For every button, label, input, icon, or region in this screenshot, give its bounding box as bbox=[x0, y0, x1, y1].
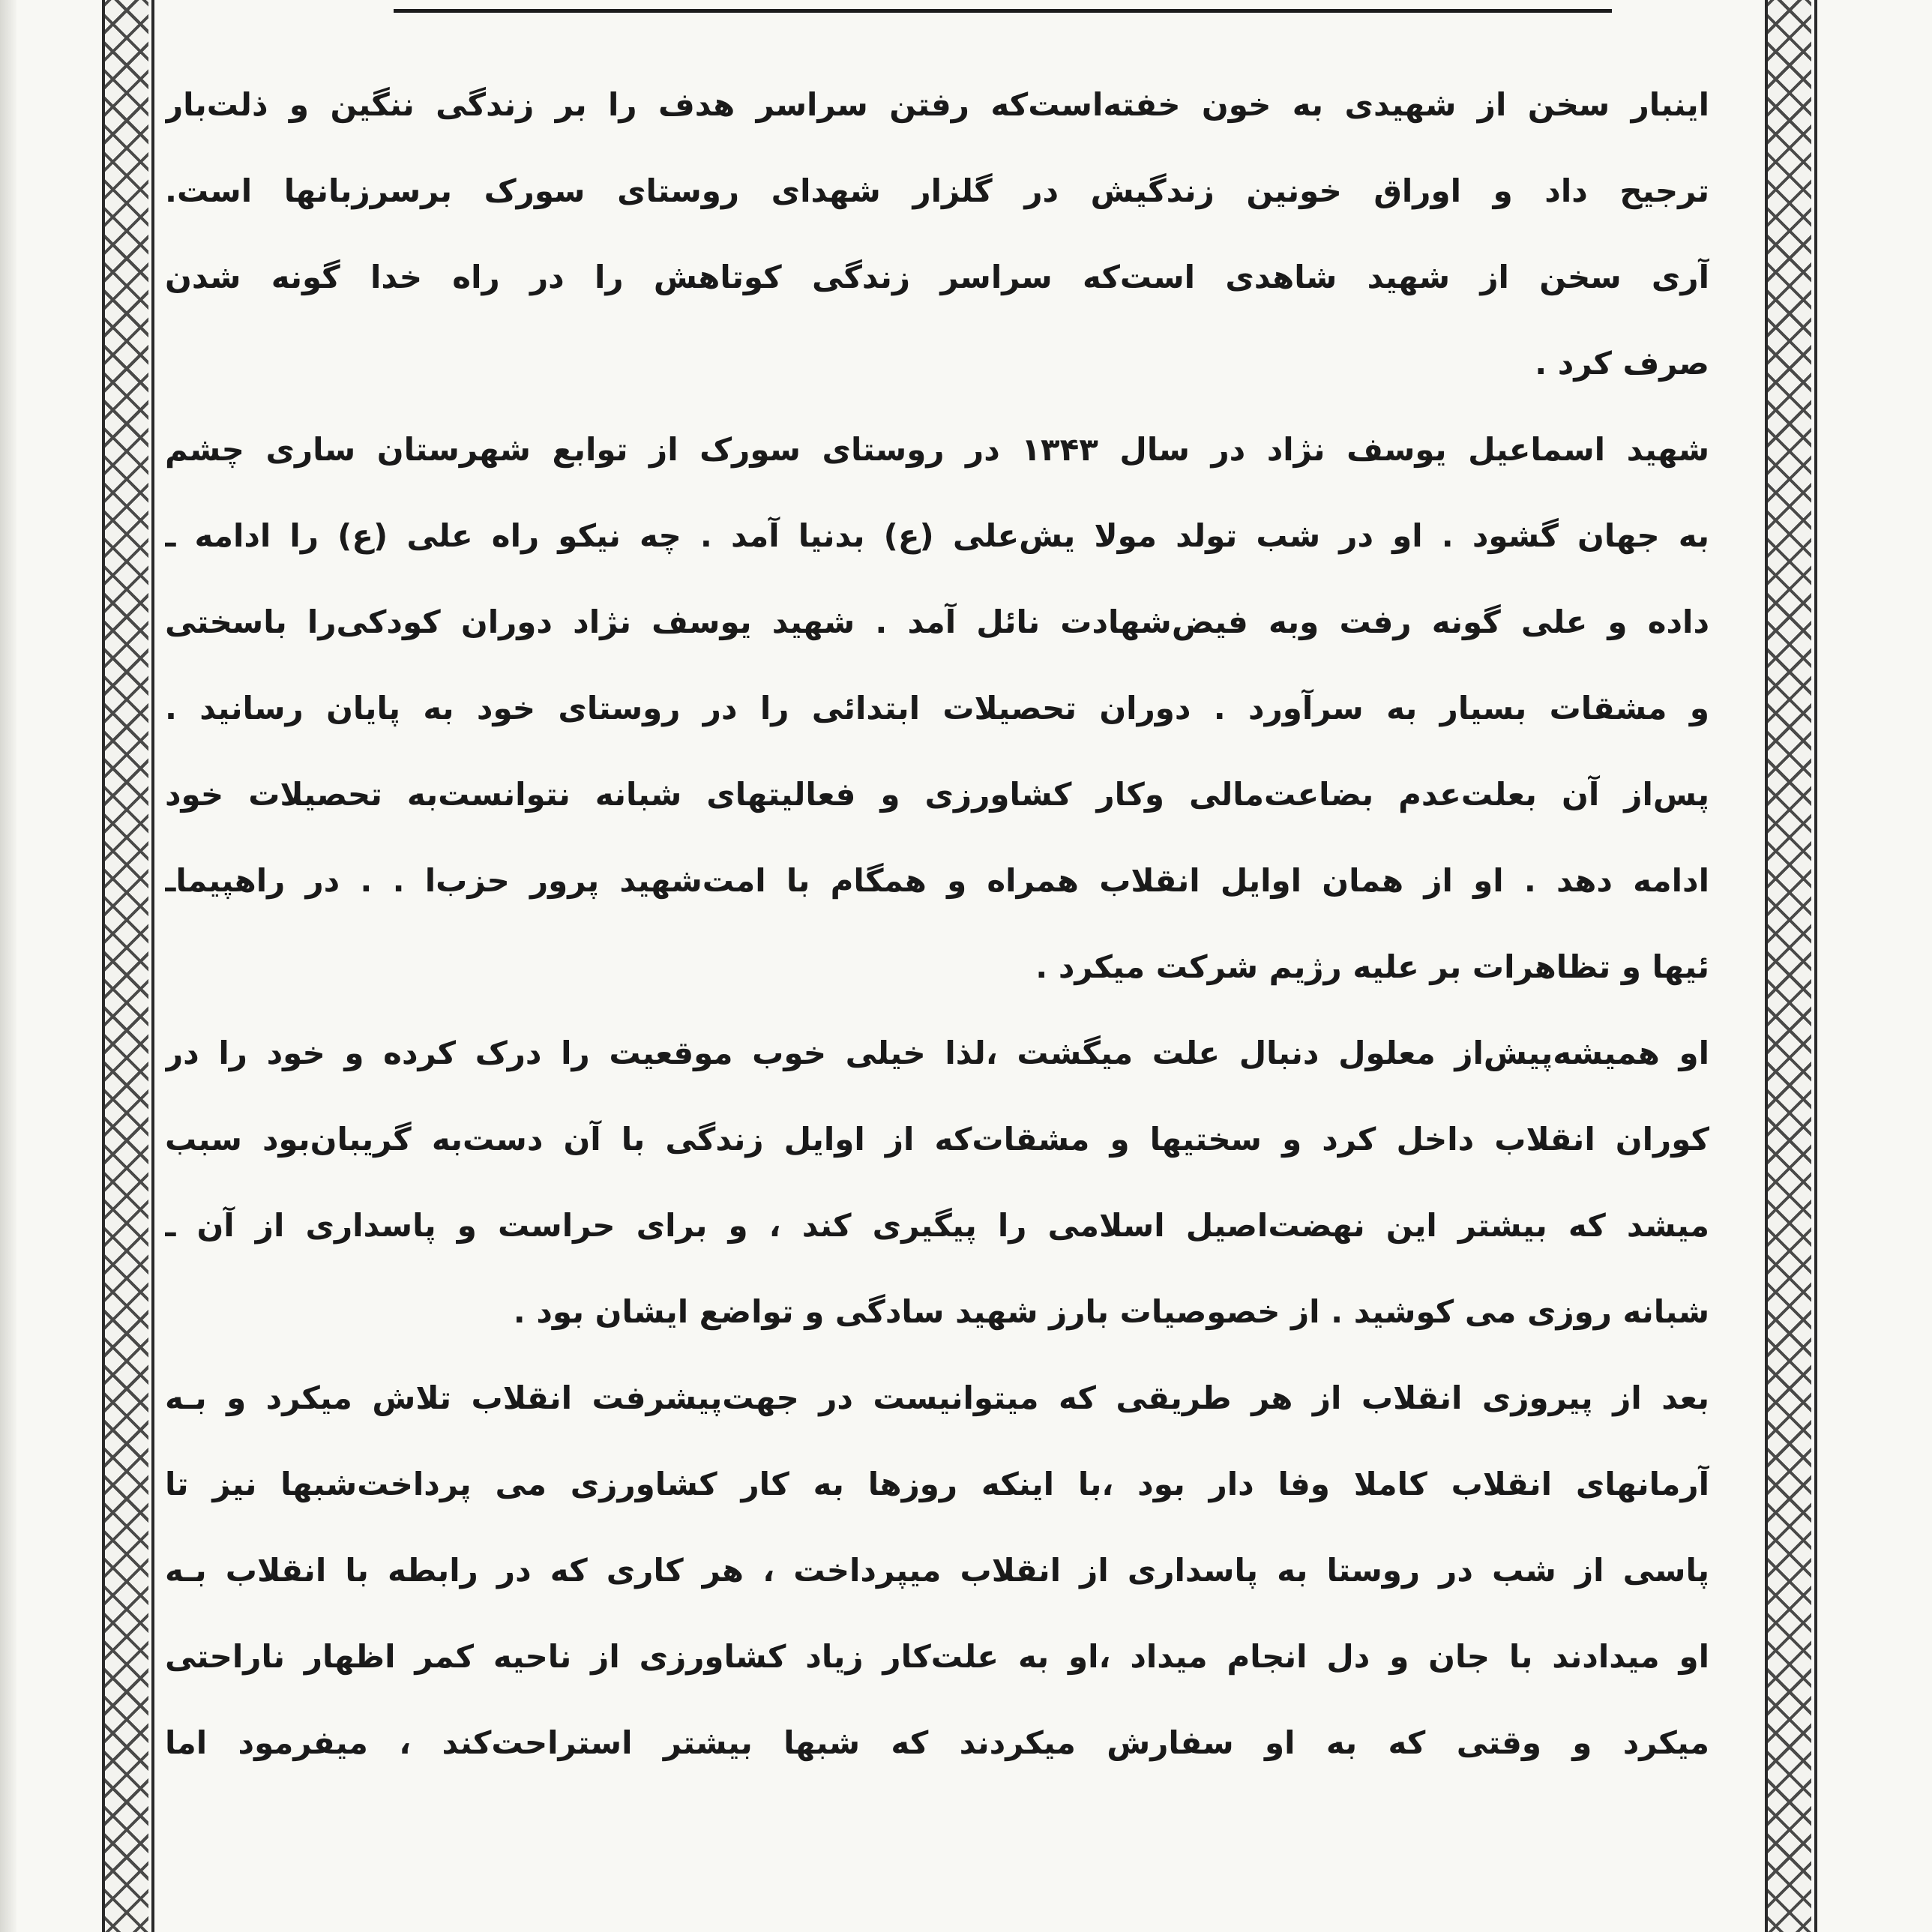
text-line: به جهان گشود . او در شب تولد مولا یش‌علی (ع) بدنیا آمد . چه نیکو راه علی (ع) را ادامه ـ bbox=[165, 517, 1709, 554]
left-border-inner-line bbox=[151, 0, 154, 1932]
document-text-body bbox=[165, 60, 1709, 1932]
text-line: ترجیح داد و اوراق خونین زندگیش در گلزار شهدای روستای سورک برسرزبانها است. bbox=[165, 172, 1709, 209]
text-line: پاسی از شب در روستا به پاسداری از انقلاب میپرداخت ، هر کاری که در رابطه با انقلاب بـه bbox=[165, 1552, 1709, 1589]
text-line: ادامه دهد . او از همان اوایل انقلاب همراه و همگام با امت‌شهید پرور حزب‌ا . . در راهپیماـ bbox=[165, 862, 1709, 899]
text-line: ئیها و تظاهرات بر علیه رژیم شرکت میکرد . bbox=[1035, 948, 1709, 985]
left-ornamental-border bbox=[105, 0, 148, 1932]
right-ornamental-border bbox=[1768, 0, 1811, 1932]
right-border-outer-line bbox=[1814, 0, 1817, 1932]
text-line: اینبار سخن از شهیدی به خون خفته‌است‌که رفتن سراسر هدف را بر زندگی ننگین و ذلت‌بار bbox=[165, 86, 1709, 123]
text-line: میکرد و وقتی که به او سفارش میکردند که شبها بیشتر استراحت‌کند ، میفرمود اما bbox=[165, 1724, 1709, 1761]
text-line: شهید اسماعیل یوسف نژاد در سال ۱۳۴۳ در روستای سورک از توابع شهرستان ساری چشم bbox=[165, 431, 1709, 468]
text-line: میشد که بیشتر این نهضت‌اصیل اسلامی را پیگیری کند ، و برای حراست و پاسداری از آن ـ bbox=[165, 1207, 1709, 1244]
paper-edge-shadow bbox=[0, 0, 16, 1932]
text-line: بعد از پیروزی انقلاب از هر طریقی که میتوانیست در جهت‌پیشرفت انقلاب تلاش میکرد و بـه bbox=[165, 1379, 1709, 1416]
text-line: داده و علی گونه رفت وبه فیض‌شهادت نائل آمد . شهید یوسف نژاد دوران کودکی‌را باسختی bbox=[165, 604, 1709, 640]
text-line: آری سخن از شهید شاهدی است‌که سراسر زندگی کوتاهش را در راه خدا گونه شدن bbox=[165, 259, 1709, 295]
text-line: او همیشه‌پیش‌از معلول دنبال علت میگشت ،لذا خیلی خوب موقعیت را درک کرده و خود را در bbox=[165, 1035, 1709, 1071]
text-line: شبانه روزی می کوشید . از خصوصیات بارز شهید سادگی و تواضع ایشان بود . bbox=[513, 1293, 1709, 1330]
top-rule-line bbox=[394, 9, 1612, 13]
text-line: و مشقات بسیار به سرآورد . دوران تحصیلات ابتدائی را در روستای خود به پایان رسانید . bbox=[165, 690, 1709, 726]
text-line: او میدادند با جان و دل انجام میداد ،او به علت‌کار زیاد کشاورزی از ناحیه کمر اظهار ناراحتی bbox=[165, 1638, 1709, 1675]
text-line: آرمانهای انقلاب کاملا وفا دار بود ،با اینکه روزها به کار کشاورزی می پرداخت‌شبها نیز تا bbox=[165, 1466, 1709, 1502]
text-line: صرف کرد . bbox=[1535, 345, 1709, 382]
text-line: پس‌از آن بعلت‌عدم بضاعت‌مالی وکار کشاورزی و فعالیتهای شبانه نتوانست‌به تحصیلات خود bbox=[165, 776, 1709, 813]
text-line: کوران انقلاب داخل کرد و سختیها و مشقات‌که از اوایل زندگی با آن دست‌به گریبان‌بود سبب bbox=[165, 1121, 1709, 1158]
